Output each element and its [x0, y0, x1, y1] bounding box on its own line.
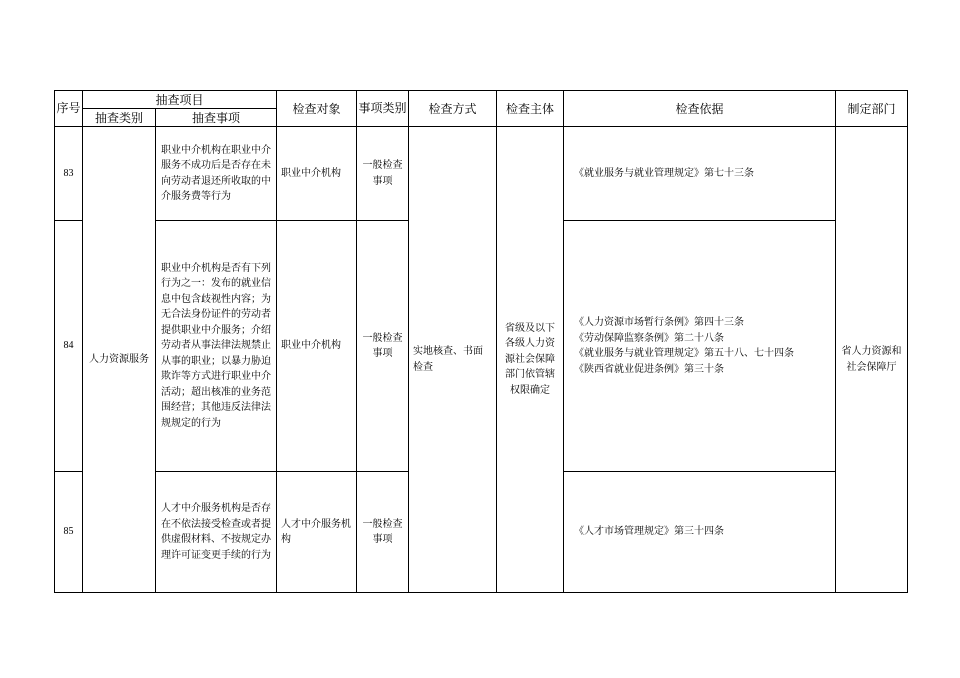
- header-subject: 检查主体: [497, 91, 564, 127]
- check-object: 职业中介机构: [277, 127, 357, 221]
- header-method: 检查方式: [409, 91, 497, 127]
- basis-cell: [564, 127, 836, 221]
- check-object: 职业中介机构: [277, 221, 357, 472]
- row-number: 85: [55, 472, 83, 593]
- basis-line: 《劳动保障监察条例》第二十八条: [574, 332, 725, 344]
- header-item-type: 事项类别: [357, 91, 409, 127]
- row-number: 84: [55, 221, 83, 472]
- basis-cell: [564, 472, 836, 593]
- item-type: 一般检查事项: [357, 472, 409, 593]
- inspection-table: [54, 90, 908, 593]
- basis-line: 《人才市场管理规定》第三十四条: [574, 526, 725, 538]
- item-type: 一般检查事项: [357, 127, 409, 221]
- basis-line: 《陕西省就业促进条例》第三十条: [574, 363, 725, 375]
- basis-line: 《就业服务与就业管理规定》第五十八、七十四条: [574, 348, 795, 359]
- check-item: 职业中介机构是否有下列行为之一：发布的就业信息中包含歧视性内容；为无合法身份证件的劳动者提供职业中介服务；介绍劳动者从事法律法规禁止从事的职业；以暴力胁迫欺诈等方式进行职业中介活动；超出核准的业务范围经营；其他违反法律法规规定的行为: [156, 221, 277, 472]
- check-item: 人才中介服务机构是否存在不依法接受检查或者提供虚假材料、不按规定办理许可证变更手续的行为: [156, 472, 277, 593]
- header-item: 抽查事项: [156, 109, 277, 127]
- basis-line: 《就业服务与就业管理规定》第七十三条: [574, 167, 755, 179]
- subject-cell: 省级及以下各级人力资源社会保障部门依管辖权限确定: [497, 127, 564, 593]
- header-project: 抽查项目: [83, 91, 277, 109]
- row-number: 83: [55, 127, 83, 221]
- category-cell: 人力资源服务: [83, 127, 156, 593]
- basis-line: 《人力资源市场暂行条例》第四十三条: [574, 317, 745, 328]
- dept-cell: 省人力资源和社会保障厅: [836, 127, 908, 593]
- header-object: 检查对象: [277, 91, 357, 127]
- header-category: 抽查类别: [83, 109, 156, 127]
- header-basis: 检查依据: [564, 91, 836, 127]
- check-item: 职业中介机构在职业中介服务不成功后是否存在未向劳动者退还所收取的中介服务费等行为: [156, 127, 277, 221]
- method-cell: 实地核查、书面检查: [409, 127, 497, 593]
- check-object: 人才中介服务机构: [277, 472, 357, 593]
- item-type: 一般检查事项: [357, 221, 409, 472]
- basis-cell: [564, 221, 836, 472]
- table-row: [55, 127, 908, 221]
- header-dept: 制定部门: [836, 91, 908, 127]
- header-seq: 序号: [55, 91, 83, 127]
